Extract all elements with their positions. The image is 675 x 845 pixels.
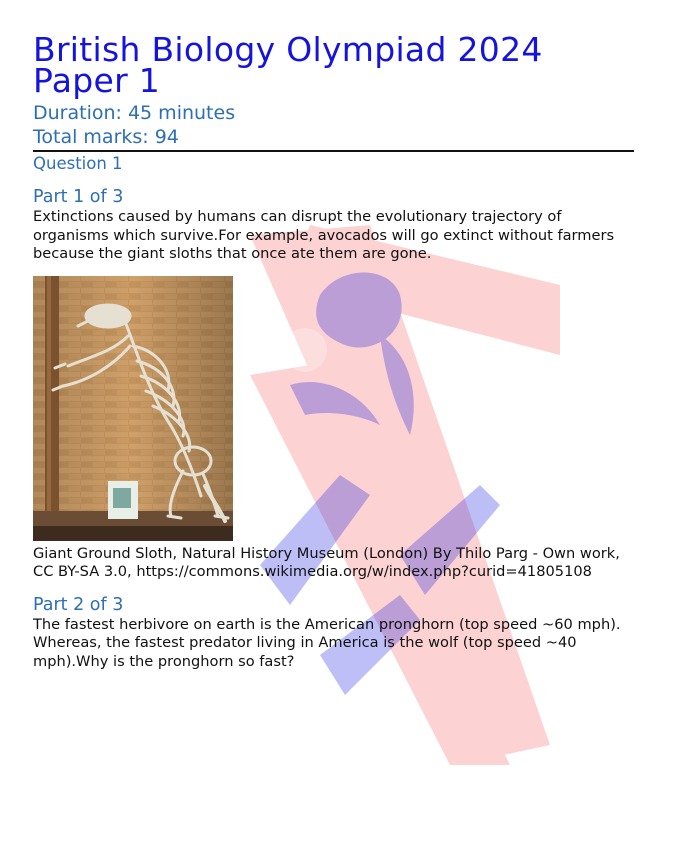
duration-text: Duration: 45 minutes bbox=[33, 102, 236, 124]
question-heading: Question 1 bbox=[33, 154, 123, 173]
header-divider bbox=[33, 150, 634, 152]
part-2-text: The fastest herbivore on earth is the American pronghorn (top speed ~60 mph). Whereas, the fastest predator living in America is the wolf (top speed ~40 mph).Why is the pronghorn so fast? bbox=[33, 615, 621, 670]
document-title: British Biology Olympiad 2024 Paper 1 bbox=[33, 30, 543, 100]
part-1-text: Extinctions caused by humans can disrupt the evolutionary trajectory of organisms which survive.For example, avocados will go extinct without farmers because the giant sloths that once ate them are gone. bbox=[33, 208, 615, 262]
part-2-heading: Part 2 of 3 bbox=[33, 594, 124, 615]
document-body bbox=[33, 30, 635, 671]
figure-caption: Giant Ground Sloth, Natural History Museum (London) By Thilo Parg - Own work, CC BY-SA 3.0, https://commons.wikimedia.org/w/index.php?curid=41805108 bbox=[33, 544, 620, 580]
giant-ground-sloth-skeleton-icon bbox=[33, 276, 233, 541]
sloth-skeleton-photo bbox=[33, 276, 233, 541]
total-marks-text: Total marks: 94 bbox=[33, 126, 179, 148]
part-1-heading: Part 1 of 3 bbox=[33, 187, 124, 207]
